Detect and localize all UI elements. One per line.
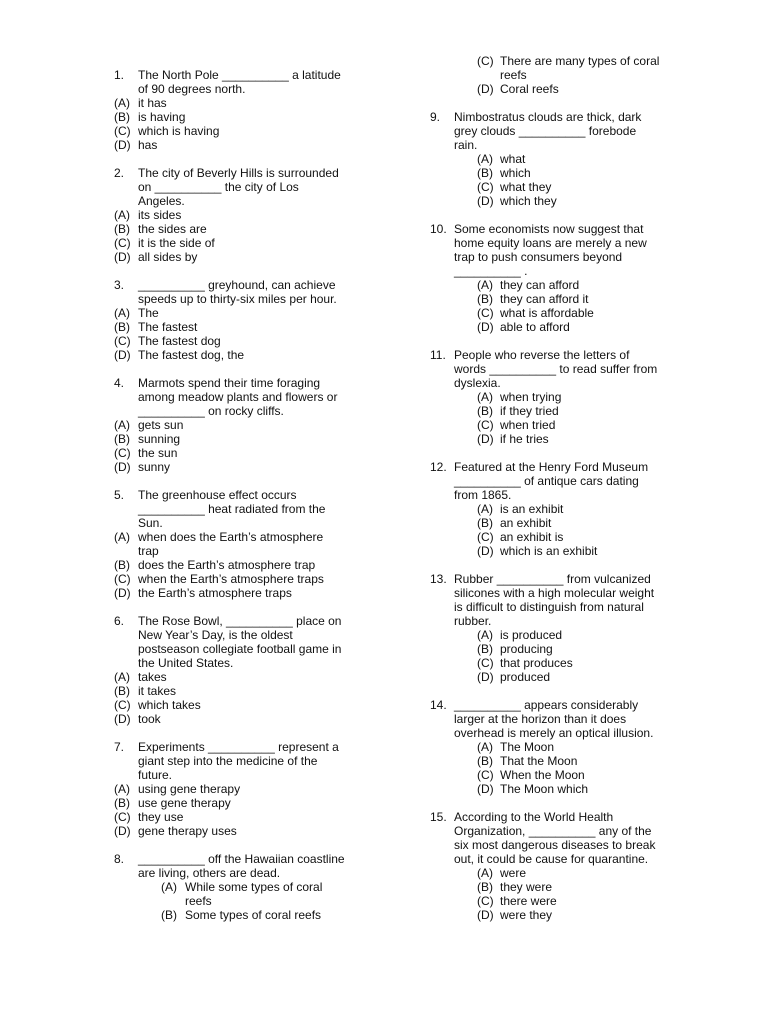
question-text-line: The city of Beverly Hills is surrounded (138, 166, 339, 180)
question-number: 1. (114, 68, 125, 82)
option-text: when trying (500, 390, 562, 404)
question-text-line: on __________ the city of Los (138, 180, 299, 194)
option-text: all sides by (138, 250, 198, 264)
option-letter: (B) (477, 292, 493, 306)
option-text: what is affordable (500, 306, 594, 320)
question-text-line: __________ . (454, 264, 528, 278)
question-text-line: Some economists now suggest that (454, 222, 644, 236)
option-letter: (D) (114, 460, 131, 474)
option-text: what they (500, 180, 552, 194)
question-text-line: future. (138, 768, 173, 782)
option-letter: (D) (477, 320, 494, 334)
option-text: when does the Earth’s atmosphere (138, 530, 324, 544)
option-text: they were (500, 880, 553, 894)
option-text: is an exhibit (500, 502, 564, 516)
option-letter: (B) (114, 432, 130, 446)
option-text: it has (138, 96, 167, 110)
option-letter: (D) (114, 250, 131, 264)
option-letter: (A) (161, 880, 177, 894)
question-text-line: Marmots spend their time foraging (138, 376, 321, 390)
option-letter: (C) (477, 530, 494, 544)
option-letter: (D) (477, 908, 494, 922)
option-text: Coral reefs (500, 82, 559, 96)
option-text: when tried (500, 418, 556, 432)
question-text-line: larger at the horizon than it does (454, 712, 627, 726)
question-text-line: __________ on rocky cliffs. (138, 404, 284, 418)
option-letter: (C) (477, 768, 494, 782)
option-letter: (A) (477, 152, 493, 166)
option-letter: (A) (477, 866, 493, 880)
question-text-line: rain. (454, 138, 478, 152)
option-letter: (B) (477, 880, 493, 894)
question-text-line: New Year’s Day, is the oldest (138, 628, 293, 642)
option-letter: (C) (114, 124, 131, 138)
question-text-line: six most dangerous diseases to break (454, 838, 656, 852)
option-letter: (C) (477, 418, 494, 432)
question-number: 3. (114, 278, 125, 292)
option-text: using gene therapy (138, 782, 241, 796)
option-letter: (C) (477, 180, 494, 194)
option-text: There are many types of coral (500, 54, 660, 68)
option-text-continued: reefs (185, 894, 212, 908)
option-text: Some types of coral reefs (185, 908, 322, 922)
option-text: The Moon (500, 740, 555, 754)
option-text: When the Moon (500, 768, 585, 782)
option-text: which is having (138, 124, 220, 138)
question-text-line: People who reverse the letters of (454, 348, 630, 362)
question-text-line: The greenhouse effect occurs (138, 488, 297, 502)
option-letter: (B) (477, 166, 493, 180)
option-letter: (A) (114, 418, 130, 432)
question-text-line: silicones with a high molecular weight (454, 586, 655, 600)
question-number: 14. (430, 698, 447, 712)
option-letter: (C) (114, 572, 131, 586)
option-text: they use (138, 810, 184, 824)
option-letter: (A) (477, 502, 493, 516)
question-text-line: trap to push consumers beyond (454, 250, 623, 264)
option-text: when the Earth’s atmosphere traps (138, 572, 324, 586)
option-letter: (B) (114, 222, 130, 236)
question-text-line: overhead is merely an optical illusion. (454, 726, 654, 740)
option-letter: (D) (477, 82, 494, 96)
question-text-line: among meadow plants and flowers or (138, 390, 338, 404)
option-text: The Moon which (500, 782, 589, 796)
question-text-line: rubber. (454, 614, 492, 628)
question-text-line: Sun. (138, 516, 163, 530)
option-text: gets sun (138, 418, 184, 432)
option-text: The fastest dog (138, 334, 221, 348)
question-number: 11. (430, 348, 446, 362)
option-letter: (C) (477, 656, 494, 670)
question-text-line: __________ appears considerably (454, 698, 639, 712)
option-letter: (B) (477, 516, 493, 530)
question-text-line: is difficult to distinguish from natural (454, 600, 644, 614)
question-text-line: According to the World Health (454, 810, 614, 824)
question-text-line: the United States. (138, 656, 234, 670)
option-letter: (A) (114, 306, 130, 320)
option-letter: (A) (114, 530, 130, 544)
option-text: produced (500, 670, 551, 684)
question-text-line: out, it could be cause for quarantine. (454, 852, 649, 866)
option-text: does the Earth’s atmosphere trap (138, 558, 316, 572)
option-letter: (D) (114, 824, 131, 838)
question-text-line: __________ greyhound, can achieve (138, 278, 336, 292)
option-text: an exhibit is (500, 530, 564, 544)
option-text: its sides (138, 208, 182, 222)
question-number: 6. (114, 614, 125, 628)
question-text-line: Rubber __________ from vulcanized (454, 572, 651, 586)
question-text-line: home equity loans are merely a new (454, 236, 647, 250)
question-text-line: __________ heat radiated from the (138, 502, 326, 516)
question-text-line: from 1865. (454, 488, 512, 502)
question-text-line: are living, others are dead. (138, 866, 281, 880)
option-letter: (D) (114, 138, 131, 152)
question-number: 4. (114, 376, 125, 390)
option-text: takes (138, 670, 167, 684)
option-letter: (A) (477, 390, 493, 404)
option-text: which they (500, 194, 557, 208)
option-text: took (138, 712, 161, 726)
option-letter: (C) (114, 698, 131, 712)
question-text-line: giant step into the medicine of the (138, 754, 318, 768)
option-letter: (C) (114, 334, 131, 348)
question-text-line: __________ off the Hawaiian coastline (138, 852, 345, 866)
option-letter: (A) (477, 740, 493, 754)
option-text-continued: trap (138, 544, 159, 558)
option-letter: (B) (477, 642, 493, 656)
question-text-line: Experiments __________ represent a (138, 740, 339, 754)
question-number: 10. (430, 222, 447, 236)
option-text-continued: reefs (500, 68, 527, 82)
option-text: the sides are (138, 222, 207, 236)
option-text: The fastest (138, 320, 198, 334)
option-text: which (500, 166, 531, 180)
option-letter: (B) (114, 110, 130, 124)
option-text: producing (500, 642, 553, 656)
question-number: 5. (114, 488, 125, 502)
question-text-line: words __________ to read suffer from (454, 362, 658, 376)
option-letter: (B) (114, 684, 130, 698)
option-text: That the Moon (500, 754, 578, 768)
question-number: 2. (114, 166, 125, 180)
option-letter: (C) (114, 236, 131, 250)
question-number: 13. (430, 572, 447, 586)
option-text: which is an exhibit (500, 544, 598, 558)
question-text-line: Nimbostratus clouds are thick, dark (454, 110, 642, 124)
option-letter: (C) (114, 446, 131, 460)
option-text: While some types of coral (185, 880, 323, 894)
option-text: an exhibit (500, 516, 552, 530)
question-number: 12. (430, 460, 447, 474)
question-text-line: __________ of antique cars dating (454, 474, 639, 488)
option-letter: (D) (114, 712, 131, 726)
option-letter: (C) (114, 810, 131, 824)
option-text: there were (500, 894, 557, 908)
option-letter: (D) (477, 782, 494, 796)
option-text: the Earth’s atmosphere traps (138, 586, 292, 600)
question-text-line: postseason collegiate football game in (138, 642, 342, 656)
question-text-line: grey clouds __________ forebode (454, 124, 637, 138)
option-text: sunning (138, 432, 181, 446)
option-text: use gene therapy (138, 796, 231, 810)
option-text: has (138, 138, 158, 152)
option-letter: (A) (114, 782, 130, 796)
option-text: gene therapy uses (138, 824, 237, 838)
question-text-line: dyslexia. (454, 376, 501, 390)
question-number: 15. (430, 810, 447, 824)
question-number: 7. (114, 740, 125, 754)
option-text: if they tried (500, 404, 559, 418)
option-letter: (D) (114, 348, 131, 362)
option-letter: (A) (114, 670, 130, 684)
option-letter: (B) (477, 754, 493, 768)
option-letter: (D) (477, 544, 494, 558)
option-text: is having (138, 110, 186, 124)
option-letter: (A) (114, 96, 130, 110)
option-letter: (B) (114, 796, 130, 810)
option-text: The fastest dog, the (138, 348, 245, 362)
option-letter: (A) (114, 208, 130, 222)
option-text: is produced (500, 628, 563, 642)
option-letter: (D) (114, 586, 131, 600)
option-text: sunny (138, 460, 171, 474)
option-text: able to afford (500, 320, 570, 334)
option-letter: (B) (114, 558, 130, 572)
option-text: if he tries (500, 432, 549, 446)
option-letter: (C) (477, 54, 494, 68)
question-number: 8. (114, 852, 125, 866)
option-letter: (A) (477, 278, 493, 292)
option-letter: (B) (114, 320, 130, 334)
option-letter: (C) (477, 894, 494, 908)
question-text-line: The Rose Bowl, __________ place on (138, 614, 342, 628)
question-text-line: The North Pole __________ a latitude (138, 68, 341, 82)
option-letter: (D) (477, 194, 494, 208)
option-text: they can afford (500, 278, 580, 292)
option-text: it takes (138, 684, 177, 698)
question-text-line: Angeles. (138, 194, 185, 208)
option-letter: (B) (161, 908, 177, 922)
option-text: were they (500, 908, 553, 922)
option-letter: (B) (477, 404, 493, 418)
option-text: it is the side of (138, 236, 215, 250)
option-text: that produces (500, 656, 573, 670)
option-text: they can afford it (500, 292, 589, 306)
option-text: what (500, 152, 526, 166)
question-text-line: Featured at the Henry Ford Museum (454, 460, 649, 474)
question-text-line: of 90 degrees north. (138, 82, 246, 96)
option-letter: (A) (477, 628, 493, 642)
option-letter: (D) (477, 670, 494, 684)
option-letter: (D) (477, 432, 494, 446)
option-letter: (C) (477, 306, 494, 320)
option-text: were (500, 866, 527, 880)
question-text-line: Organization, __________ any of the (454, 824, 652, 838)
option-text: the sun (138, 446, 178, 460)
option-text: which takes (138, 698, 201, 712)
option-text: The (138, 306, 159, 320)
question-text-line: speeds up to thirty-six miles per hour. (138, 292, 337, 306)
question-number: 9. (430, 110, 441, 124)
